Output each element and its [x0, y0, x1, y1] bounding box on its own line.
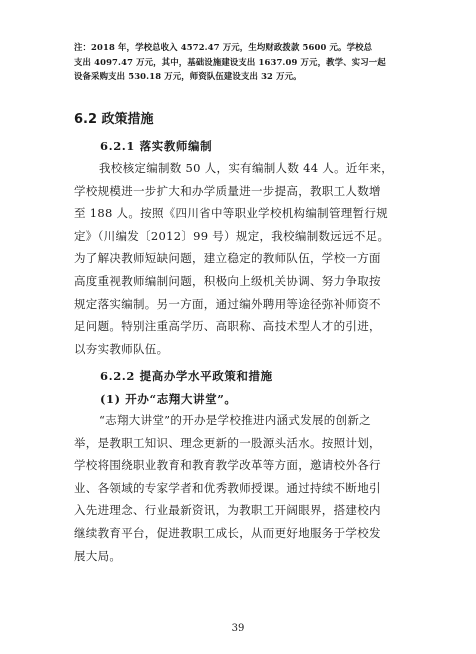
- subsection-heading-school-quality: 6.2.2 提高办学水平政策和措施: [100, 369, 273, 383]
- note-line: 支出 4097.47 万元，其中，基础设施建设支出 1637.09 万元，教学、实习一起: [74, 56, 386, 67]
- paragraph-line: 我校核定编制数 50 人，实有编制人数 44 人。近年来，: [99, 161, 394, 175]
- paragraph-line: 举，是教职工知识、理念更新的一股源头活水。按照计划，: [74, 435, 381, 450]
- note-line: 注：2018 年，学校总收入 4572.47 万元，生均财政拨款 5600 元。学校总: [74, 42, 373, 52]
- paragraph-line: 规定落实编制。另一方面，通过编外聘用等途径弥补师资不: [74, 296, 381, 311]
- paragraph-line: 为了解决教师短缺问题，建立稳定的教师队伍，学校一方面: [74, 251, 381, 266]
- note-line: 设备采购支出 530.18 万元，师资队伍建设支出 32 万元。: [74, 71, 302, 82]
- paragraph-line: “志翔大讲堂”的开办是学校推进内涵式发展的创新之: [99, 413, 371, 427]
- paragraph-line: 学校将围绕职业教育和教育教学改革等方面，邀请校外各行: [74, 458, 381, 473]
- paragraph-line: 继续教育平台，促进教职工成长，从而更好地服务于学校发: [74, 525, 381, 540]
- paragraph-line: 高度重视教师编制问题，积极向上级机关协调、努力争取按: [74, 273, 381, 288]
- paragraph-line: 至 188 人。按照《四川省中等职业学校机构编制管理暂行规: [74, 206, 388, 221]
- paragraph-line: 业、各领域的专家学者和优秀教师授课。通过持续不断地引: [74, 480, 381, 495]
- paragraph-line: 学校规模进一步扩大和办学质量进一步提高，教职工人数增: [74, 183, 381, 198]
- page-number: 39: [231, 623, 245, 634]
- paragraph-line: 展大局。: [74, 548, 122, 563]
- paragraph-line: 足问题。特别注重高学历、高职称、高技术型人才的引进，: [74, 319, 381, 334]
- subsection-heading-teacher-staffing: 6.2.1 落实教师编制: [100, 139, 213, 153]
- item-heading-lecture-hall: (1) 开办“志翔大讲堂”。: [100, 392, 237, 406]
- paragraph-teacher-staffing: [74, 157, 410, 360]
- paragraph-line: 入先进理念、行业最新资讯，为教职工开阔眼界，搭建校内: [74, 503, 381, 518]
- paragraph-line: 定》（川编发〔2012〕99 号）规定，我校编制数远远不足。: [74, 228, 390, 243]
- paragraph-lecture-hall: [74, 409, 410, 567]
- section-heading: 6.2 政策措施: [74, 112, 154, 127]
- paragraph-line: 以夯实教师队伍。: [74, 341, 169, 356]
- funding-note: [74, 40, 410, 84]
